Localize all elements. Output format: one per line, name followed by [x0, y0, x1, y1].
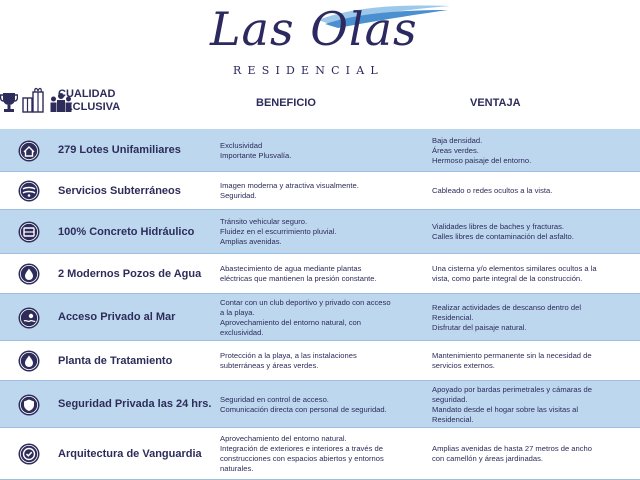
- benefit-line: Fluidez en el escurrimiento pluvial.: [220, 227, 337, 236]
- row-benefit: [220, 351, 422, 371]
- logo: [0, 0, 640, 82]
- benefit-line: Exclusividad: [220, 141, 263, 150]
- advantage-line: seguridad.: [432, 395, 468, 404]
- water-drop-icon: [18, 263, 40, 285]
- advantage-line: Calles libres de contaminación del asfalto.: [432, 232, 574, 241]
- cables-icon: [18, 180, 40, 202]
- advantage-line: Mantenimiento permanente sin la necesidad de: [432, 351, 592, 360]
- benefit-line: Contar con un club deportivo y privado con acceso: [220, 298, 391, 307]
- concrete-icon: [18, 221, 40, 243]
- advantage-line: Residencial.: [432, 415, 474, 424]
- benefit-line: Integración de exteriores e interiores a través de: [220, 444, 383, 453]
- benefit-line: exclusividad.: [220, 328, 264, 337]
- row-benefit: [220, 298, 422, 338]
- benefit-line: eléctricas que mantienen la presión constante.: [220, 274, 377, 283]
- logo-subtitle: RESIDENCIAL: [233, 64, 384, 77]
- row-title: Arquitectura de Vanguardia: [58, 448, 202, 460]
- row-benefit: [220, 141, 422, 161]
- water-drop-icon: [18, 350, 40, 372]
- row-title: 100% Concreto Hidráulico: [58, 226, 195, 238]
- advantage-line: Disfrutar del paisaje natural.: [432, 323, 527, 332]
- check-badge-icon: [18, 443, 40, 465]
- benefit-line: Tránsito vehicular seguro.: [220, 217, 308, 226]
- table-row: [0, 341, 640, 381]
- advantage-line: Amplias avenidas de hasta 27 metros de ancho: [432, 444, 592, 453]
- benefit-line: Importante Plusvalía.: [220, 151, 292, 160]
- table-header: [0, 86, 640, 128]
- benefit-line: Comunicación directa con personal de seguridad.: [220, 405, 387, 414]
- table-row: [0, 254, 640, 294]
- column-benefit-header: BENEFICIO: [256, 97, 316, 109]
- benefit-line: Abastecimiento de agua mediante plantas: [220, 264, 362, 273]
- advantage-line: Realizar actividades de descanso dentro del: [432, 303, 582, 312]
- row-benefit: [220, 434, 422, 474]
- row-title: 2 Modernos Pozos de Agua: [58, 268, 202, 280]
- beach-icon: [18, 307, 40, 329]
- row-advantage: [432, 264, 632, 284]
- trophy-icon: [0, 92, 18, 114]
- house-icon: [18, 140, 40, 162]
- advantage-line: Baja densidad.: [432, 136, 483, 145]
- row-benefit: [220, 264, 422, 284]
- row-advantage: [432, 222, 632, 242]
- benefit-line: Seguridad en control de acceso.: [220, 395, 329, 404]
- advantage-line: con camellón y áreas jardinadas.: [432, 454, 544, 463]
- benefit-line: a la playa.: [220, 308, 255, 317]
- advantage-line: Apoyado por bardas perimetrales y cámaras de: [432, 385, 592, 394]
- advantage-line: Cableado o redes ocultos a la vista.: [432, 186, 553, 195]
- advantage-line: vista, como parte integral de la construcción.: [432, 274, 583, 283]
- table-row: [0, 129, 640, 172]
- row-advantage: [432, 385, 632, 425]
- benefit-line: Imagen moderna y atractiva visualmente.: [220, 181, 359, 190]
- row-title: Seguridad Privada las 24 hrs.: [58, 398, 212, 410]
- row-benefit: [220, 395, 422, 415]
- benefit-line: naturales.: [220, 464, 254, 473]
- advantage-line: Vialidades libres de baches y fracturas.: [432, 222, 564, 231]
- gifts-icon: [22, 86, 44, 114]
- benefit-line: Protección a la playa, a las instalaciones: [220, 351, 357, 360]
- advantage-line: Hermoso paisaje del entorno.: [432, 156, 532, 165]
- benefit-line: Aprovechamiento del entorno natural, con: [220, 318, 361, 327]
- row-advantage: [432, 303, 632, 333]
- advantage-line: Mandato desde el hogar sobre las visitas al: [432, 405, 579, 414]
- row-advantage: [432, 444, 632, 464]
- row-advantage: [432, 351, 632, 371]
- benefit-line: Seguridad.: [220, 191, 257, 200]
- shield-icon: [18, 394, 40, 416]
- logo-script: Las Olas: [210, 2, 418, 56]
- row-title: Planta de Tratamiento: [58, 355, 173, 367]
- row-advantage: [432, 186, 632, 196]
- table-row: [0, 210, 640, 254]
- advantage-line: Una cisterna y/o elementos similares ocultos a la: [432, 264, 597, 273]
- table-row: [0, 172, 640, 210]
- advantage-line: Áreas verdes.: [432, 146, 479, 155]
- row-title: Acceso Privado al Mar: [58, 311, 176, 323]
- row-title: 279 Lotes Unifamiliares: [58, 144, 181, 156]
- table-row: [0, 381, 640, 428]
- benefit-line: subterráneas y áreas verdes.: [220, 361, 319, 370]
- row-advantage: [432, 136, 632, 166]
- row-title: Servicios Subterráneos: [58, 185, 181, 197]
- table-row: [0, 428, 640, 480]
- column-quality-header: CUALIDAD EXCLUSIVA: [58, 88, 121, 113]
- column-advantage-header: VENTAJA: [470, 97, 521, 109]
- table-row: [0, 294, 640, 341]
- benefit-line: Amplias avenidas.: [220, 237, 282, 246]
- advantage-line: Residencial.: [432, 313, 474, 322]
- benefit-line: Aprovechamiento del entorno natural.: [220, 434, 347, 443]
- row-benefit: [220, 217, 422, 247]
- advantage-line: servicios externos.: [432, 361, 495, 370]
- benefit-line: construcciones con espacios abiertos y entornos: [220, 454, 384, 463]
- row-benefit: [220, 181, 422, 201]
